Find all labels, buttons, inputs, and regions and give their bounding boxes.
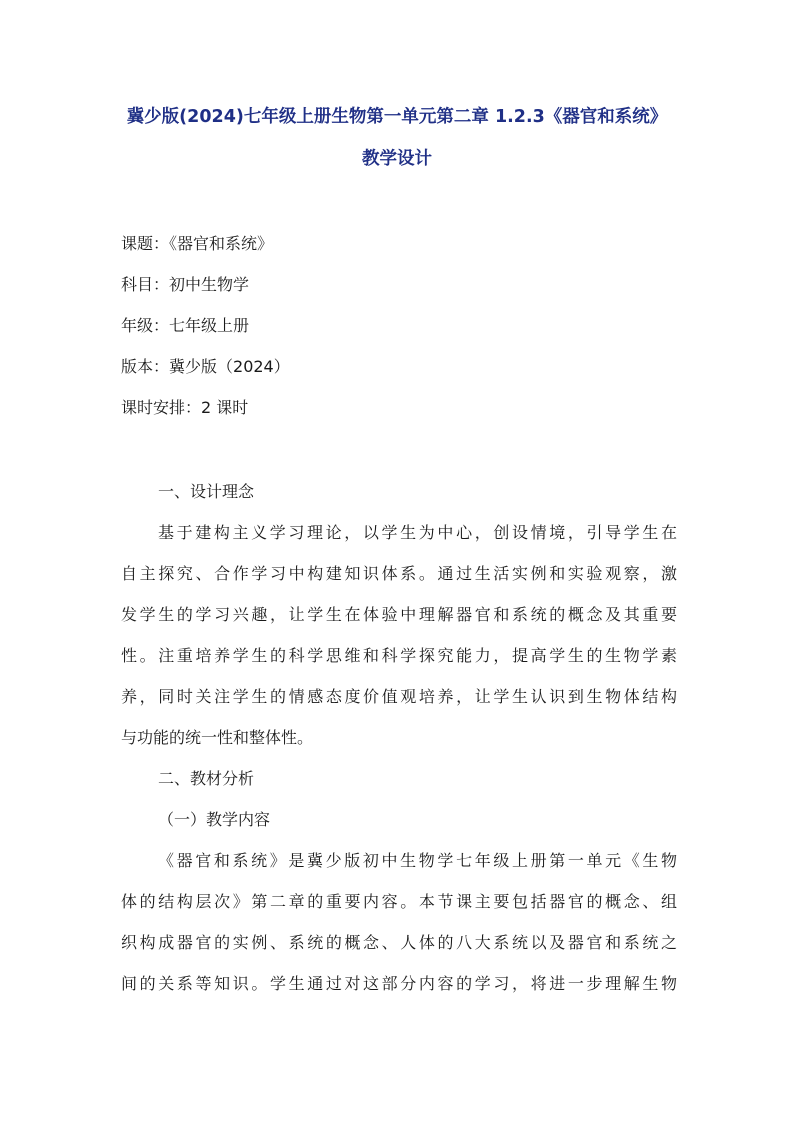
meta-label: 课题： — [121, 234, 170, 253]
meta-value: 2 课时 — [201, 398, 249, 417]
meta-value: 七年级上册 — [169, 316, 250, 335]
meta-subject — [121, 277, 249, 293]
paragraph-line: 性。注重培养学生的科学思维和科学探究能力，提高学生的生物学素 — [121, 646, 677, 665]
paragraph-line: 养，同时关注学生的情感态度价值观培养，让学生认识到生物体结构 — [121, 687, 677, 706]
paragraph-line: 《器官和系统》是冀少版初中生物学七年级上册第一单元《生物 — [158, 851, 677, 870]
paragraph-line: 自主探究、合作学习中构建知识体系。通过生活实例和实验观察，激 — [121, 564, 677, 583]
paragraph-line: 间的关系等知识。学生通过对这部分内容的学习，将进一步理解生物 — [121, 974, 677, 993]
meta-label: 科目： — [121, 275, 170, 294]
meta-edition — [121, 359, 290, 375]
document-title-line-2: 教学设计 — [362, 149, 432, 169]
paragraph-line: 织构成器官的实例、系统的概念、人体的八大系统以及器官和系统之 — [121, 933, 677, 952]
paragraph-line: 基于建构主义学习理论，以学生为中心，创设情境，引导学生在 — [158, 523, 677, 542]
meta-label: 年级： — [121, 316, 170, 335]
paragraph-line: 体的结构层次》第二章的重要内容。本节课主要包括器官的概念、组 — [121, 892, 677, 911]
meta-value: 初中生物学 — [169, 275, 250, 294]
meta-value: 《器官和系统》 — [169, 234, 274, 253]
document-title-line-1: 冀少版(2024)七年级上册生物第一单元第二章 1.2.3《器官和系统》 — [126, 107, 668, 127]
subsection-heading-teaching-content: （一）教学内容 — [158, 810, 271, 829]
paragraph-line: 与功能的统一性和整体性。 — [121, 728, 314, 747]
meta-topic — [121, 236, 273, 252]
meta-schedule — [121, 400, 248, 416]
meta-grade — [121, 318, 249, 334]
meta-label: 版本： — [121, 357, 170, 376]
section-heading-design-concept: 一、设计理念 — [158, 482, 255, 501]
paragraph-line: 发学生的学习兴趣，让学生在体验中理解器官和系统的概念及其重要 — [121, 605, 677, 624]
section-heading-textbook-analysis: 二、教材分析 — [158, 769, 255, 788]
meta-value: 冀少版（2024） — [169, 357, 290, 376]
meta-label: 课时安排： — [121, 398, 202, 417]
